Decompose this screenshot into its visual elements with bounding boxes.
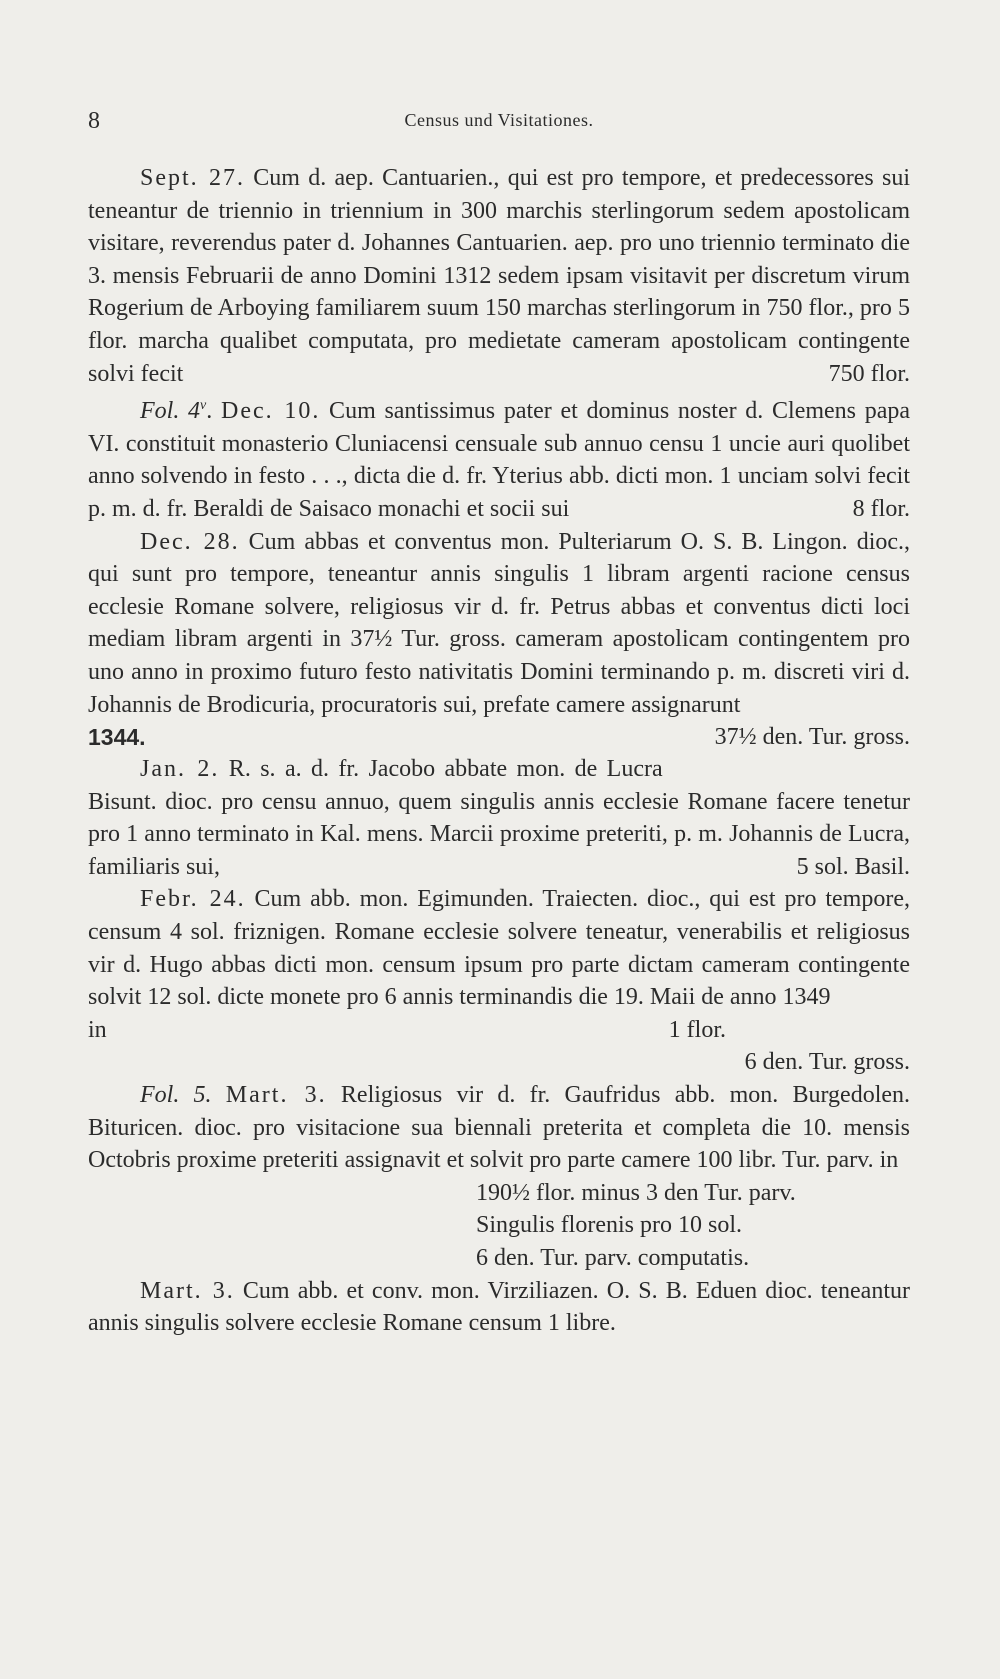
calc-line-3: 6 den. Tur. parv. computatis. [476,1245,750,1271]
page-number: 8 [88,108,100,134]
entry-amount: 37½ den. Tur. gross. [714,724,910,751]
entry-mart-3-b [88,1275,910,1340]
document-body [88,162,910,1340]
entry-amount-2: 6 den. Tur. gross. [744,1049,910,1076]
folio-marker: Fol. 4 [140,398,201,425]
page-header [88,108,910,138]
entry-date: Mart. 3. [140,1277,235,1304]
calc-line-1: 190½ flor. minus 3 den Tur. parv. [476,1179,796,1206]
entry-date: Dec. 10. [220,398,321,425]
year-heading: 1344. [88,724,146,751]
entry-amount: 5 sol. Basil. [796,853,910,880]
entry-text: Cum abbas et conventus mon. Pulteriarum O. S. B. Lingon. dioc., qui sunt pro tempore, teneantur annis singulis 1 libram argenti racione census ecclesie Romane solvere, religiosus vir d. fr. Petrus abbas et conventus dicti loci mediam libram argenti in 37½ Tur. gross. cameram apostolicam contingentem pro uno anno in proximo futuro festo nativitatis Domini terminando p. m. discreti viri d. Johannis de Brodicuria, procuratoris sui, prefate camere assignarunt [88,528,911,718]
entry-text: Cum santissimus pater et dominus noster d. Clemens papa VI. constituit monasterio Cluniacensi censuale sub annuo censu 1 uncie auri quolibet anno solvendo in festo . . ., dicta die d. fr. Yterius abb. dicti mon. 1 unciam solvi fecit p. m. d. fr. Beraldi de Saisaco monachi et socii sui [88,398,911,522]
entry-mart-3-a [88,1079,910,1177]
entry-text: Cum abb. et conv. mon. Virziliazen. O. S. B. Eduen dioc. teneantur annis singulis solvere ecclesie Romane censum 1 libre. [88,1277,910,1337]
entry-date: Jan. 2. [140,756,220,783]
entry-jan-2 [88,753,910,883]
folio-verso-mark: v [200,398,207,414]
entry-amount: 1 flor. [668,1016,726,1043]
entry-text: R. s. a. d. fr. Jacobo abbate mon. de Lucra Bisunt. dioc. pro censu annuo, quem singulis annis ecclesie Romane facere tenetur pro 1 anno terminato in Kal. mens. Marcii proxime preteriti, p. m. Johannis de Lucra, familiaris sui, [88,756,910,880]
entry-last-word: in [88,1016,107,1043]
entry-text: Religiosus vir d. fr. Gaufridus abb. mon. Burgedolen. Bituricen. dioc. pro visitacione sua biennali preterita et completa die 10. mensis Octobris proxime preteriti assignavit et solvit pro parte camere 100 libr. Tur. parv. in [88,1082,911,1174]
entry-febr-24 [88,883,910,1013]
entry-text: Cum abb. mon. Egimunden. Traiecten. dioc., qui est pro tempore, censum 4 sol. friznigen. Romane ecclesie solvere teneatur, venerabilis et religiosus vir d. Hugo abbas dicti mon. censum ipsum pro parte dictam cameram contingente solvit 12 sol. dicte monete pro 6 annis terminandis die 19. Maii de anno 1349 [88,886,910,1011]
entry-date: Sept. 27. [140,165,245,191]
entry-dec-10: Fol. 4$^v$. Dec. 10. Cum santissimus pater et dominus noster d. Clemens papa VI. constituit monasterio Cluniacensi censuale sub annuo censu 1 uncie auri quolibet anno solvendo in festo . . ., dicta die d. fr. Yterius abb. dicti mon. 1 unciam solvi fecit p. m. d. fr. Beraldi de Saisaco monachi et socii sui 8 flor. [88,390,910,525]
entry-amount: 750 flor. [828,360,910,387]
running-title: Census und Visitationes. [404,110,594,130]
entry-date: Mart. 3. [225,1082,327,1109]
entry-amount: 8 flor. [852,495,910,522]
entry-date: Febr. 24. [140,886,246,913]
entry-date: Dec. 28. [140,528,240,555]
calc-line-2: Singulis florenis pro 10 sol. [476,1212,743,1239]
folio-marker: Fol. 5. [140,1082,212,1109]
entry-text: Cum d. aep. Cantuarien., qui est pro tempore, et predecessores sui teneantur de triennio in triennium in 300 marchis sterlingorum sedem apostolicam visitare, reverendus pater d. Johannes Cantuarien. aep. pro uno triennio terminato die 3. mensis Februarii de anno Domini 1312 sedem ipsam visitavit per discretum virum Rogerium de Arboying familiarem suum 150 marchas sterlingorum in 750 flor., pro 5 flor. marcha qualibet computata, pro medietate cameram apostolicam contingente solvi fecit [88,165,910,387]
amount-line [88,1014,910,1047]
entry-sept-27 [88,162,910,390]
